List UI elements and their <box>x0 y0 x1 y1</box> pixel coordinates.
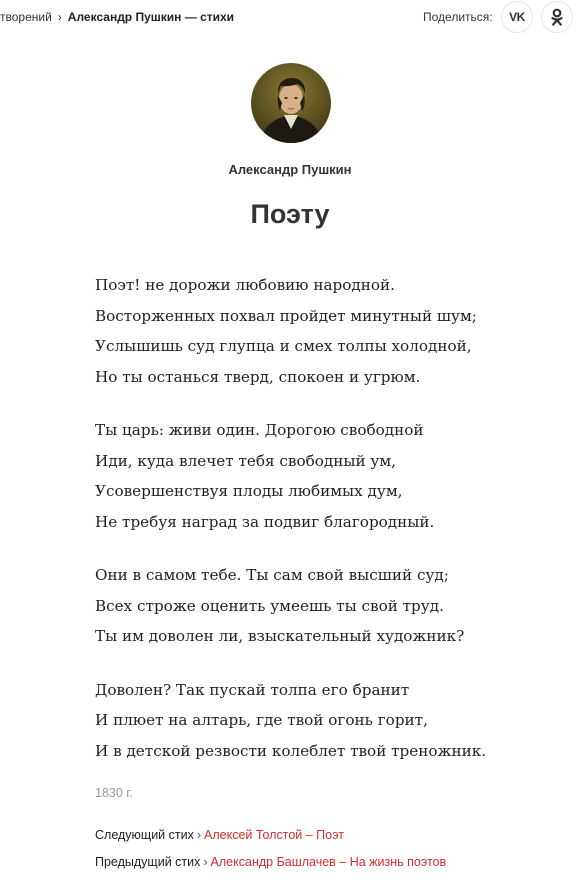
prev-poem-label: Предыдущий стих <box>95 855 201 869</box>
poem-line: Доволен? Так пускай толпа его бранит <box>95 680 410 699</box>
poem-line: Поэт! не дорожи любовию народной. <box>95 276 395 294</box>
poem-line: И в детской резвости колеблет твой треножник. <box>95 741 487 760</box>
author-portrait-image <box>251 63 331 143</box>
poem-line: Всех строже оценить умеешь ты свой труд. <box>95 596 444 615</box>
next-poem-link[interactable]: Алексей Толстой – Поэт <box>204 828 344 842</box>
prev-poem-link[interactable]: Александр Башлачев – На жизнь поэтов <box>210 855 447 869</box>
poem-title: Поэту <box>250 199 330 229</box>
breadcrumb <box>0 10 234 24</box>
breadcrumb-chevron-icon: › <box>57 10 62 24</box>
poem-line: Иди, куда влечет тебя свободный ум, <box>95 451 396 470</box>
poem-line: Ты им доволен ли, взыскательный художник? <box>95 627 465 645</box>
poem-line: Усовершенствуя плоды любимых дум, <box>95 482 403 500</box>
poem-line: Услышишь суд глупца и смех толпы холодной, <box>95 337 472 355</box>
poem-line: Восторженных похвал пройдет минутный шум; <box>95 306 477 325</box>
poem-stanza <box>95 675 565 767</box>
odnoklassniki-share-button[interactable] <box>541 1 573 33</box>
poem-stanza <box>95 415 565 537</box>
odnoklassniki-icon <box>550 8 564 26</box>
vk-icon: VK <box>509 10 525 24</box>
breadcrumb-parent-link[interactable]: творений <box>0 10 52 24</box>
share-label: Поделиться: <box>423 10 493 24</box>
breadcrumb-current-link[interactable]: Александр Пушкин — стихи <box>67 10 235 24</box>
next-poem-nav <box>95 828 344 842</box>
chevron-right-icon: › <box>196 828 202 842</box>
prev-poem-nav <box>95 855 446 869</box>
chevron-right-icon: › <box>203 855 208 869</box>
top-bar <box>0 0 580 34</box>
poem-year: 1830 г. <box>95 786 133 800</box>
poem-line: Не требуя наград за подвиг благородный. <box>95 512 435 531</box>
author-avatar[interactable] <box>251 63 331 143</box>
vk-share-button[interactable] <box>501 1 533 33</box>
next-poem-label: Следующий стих <box>95 828 194 842</box>
poem-line: И плюет на алтарь, где твой огонь горит, <box>95 711 428 729</box>
poem-author-link[interactable]: Александр Пушкин <box>228 162 352 177</box>
poem-stanza <box>95 560 565 652</box>
poem-body <box>95 270 565 789</box>
poem-line: Но ты останься тверд, спокоен и угрюм. <box>95 367 421 386</box>
poem-line: Ты царь: живи один. Дорогою свободной <box>95 421 424 439</box>
poem-stanza <box>95 270 565 392</box>
poem-line: Они в самом тебе. Ты сам свой высший суд; <box>95 566 449 584</box>
